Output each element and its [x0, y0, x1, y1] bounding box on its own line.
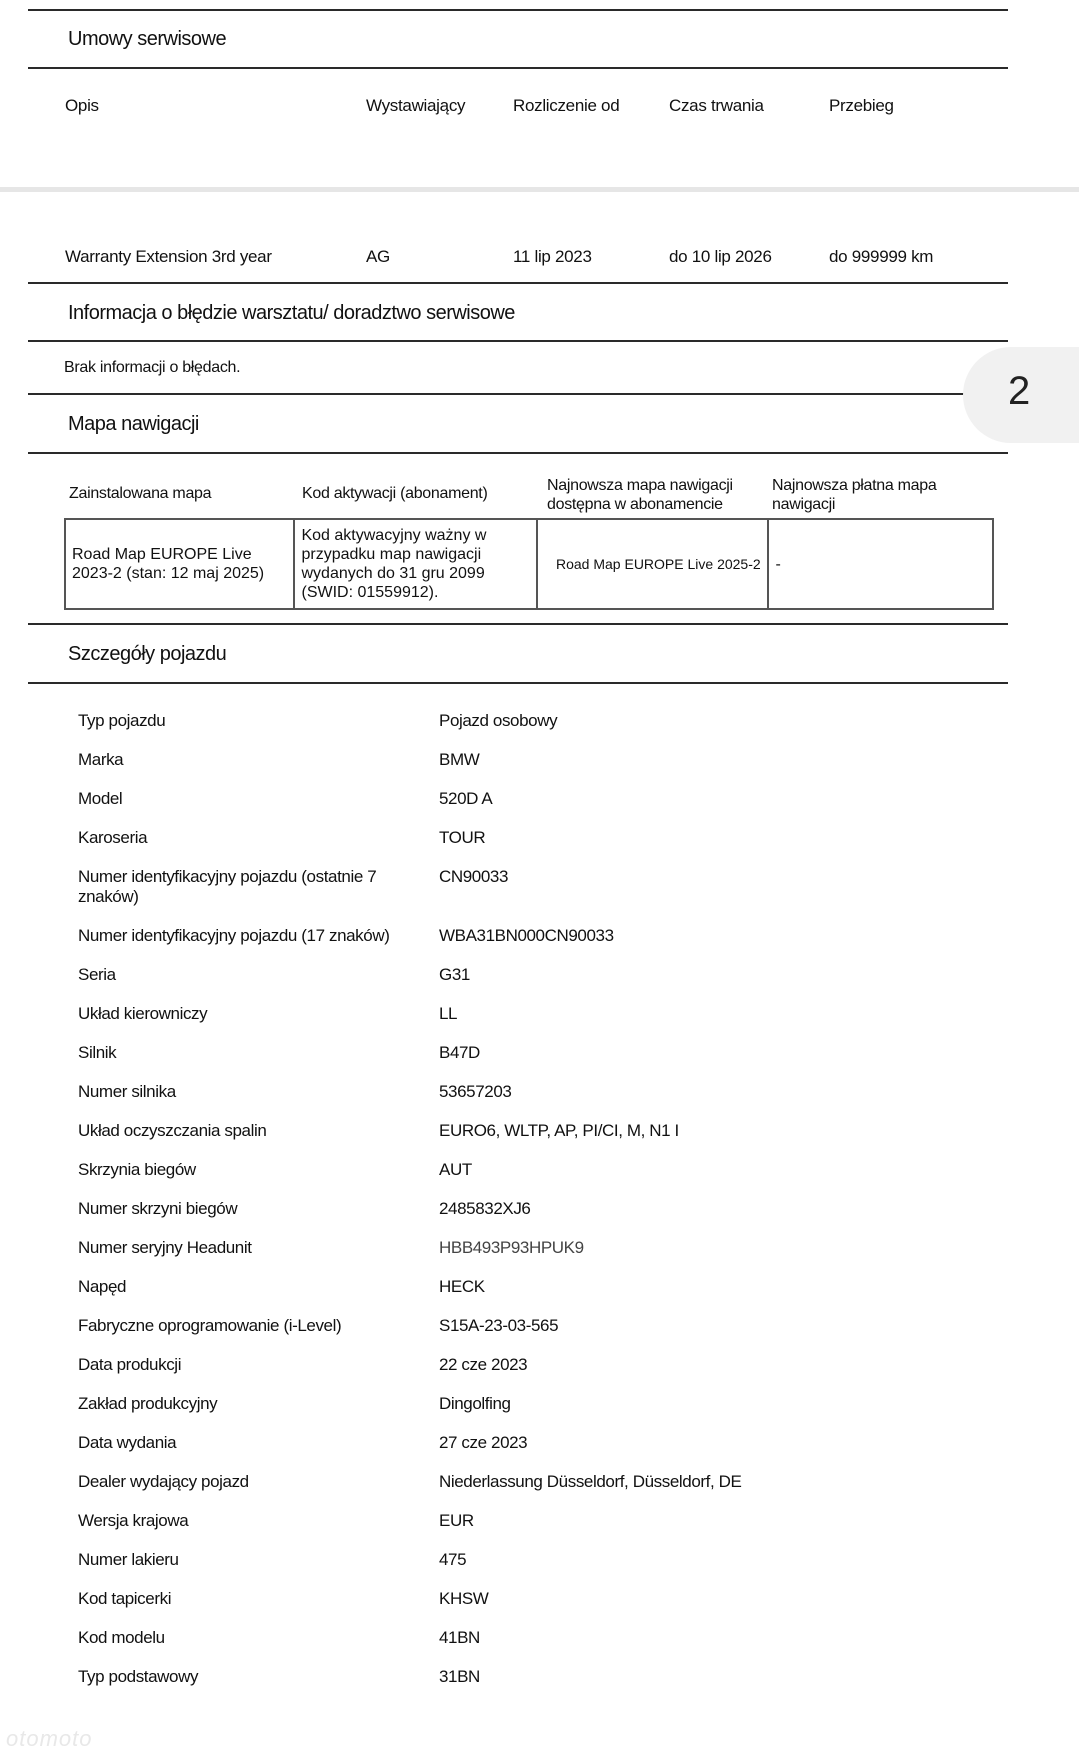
contract-description: Warranty Extension 3rd year — [65, 247, 272, 266]
vehicle-label: Seria — [78, 965, 116, 984]
nav-map-top-divider — [28, 393, 964, 395]
header-rozliczenie-od: Rozliczenie od — [513, 96, 620, 115]
vehicle-label: Numer seryjny Headunit — [78, 1238, 252, 1257]
vehicle-label: Numer silnika — [78, 1082, 176, 1101]
vehicle-divider — [28, 682, 1008, 684]
vehicle-label: Numer identyfikacyjny pojazdu (ostatnie 7 znaków) — [78, 867, 377, 906]
vehicle-label: Numer lakieru — [78, 1550, 179, 1569]
vehicle-value: WBA31BN000CN90033 — [439, 926, 614, 945]
vehicle-label: Dealer wydający pojazd — [78, 1472, 249, 1491]
service-contracts-title: Umowy serwisowe — [68, 28, 227, 50]
nav-header-latest-subscription: Najnowsza mapa nawigacji dostępna w abonamencie — [547, 477, 733, 513]
vehicle-top-divider — [28, 623, 1008, 625]
nav-header-latest-paid: Najnowsza płatna mapa nawigacji — [772, 477, 937, 513]
nav-installed-map: Road Map EUROPE Live 2023-2 (stan: 12 maj 2025) — [65, 519, 294, 609]
vehicle-value: 520D A — [439, 789, 493, 808]
nav-map-divider — [28, 452, 1008, 454]
vehicle-label: Zakład produkcyjny — [78, 1394, 218, 1413]
error-info-text: Brak informacji o błędach. — [64, 359, 241, 376]
header-czas-trwania: Czas trwania — [669, 96, 764, 115]
watermark-logo: otomoto — [6, 1726, 93, 1751]
page-number: 2 — [1008, 369, 1031, 413]
contract-issuer: AG — [366, 247, 390, 266]
vehicle-value: Pojazd osobowy — [439, 711, 558, 730]
nav-map-table — [64, 518, 994, 610]
vehicle-value: HBB493P93HPUK9 — [439, 1238, 584, 1257]
vehicle-value: 27 cze 2023 — [439, 1433, 528, 1452]
vehicle-value: AUT — [439, 1160, 472, 1179]
vehicle-details-title: Szczegóły pojazdu — [68, 643, 227, 665]
error-info-divider — [28, 340, 1008, 342]
vehicle-value: EURO6, WLTP, AP, PI/CI, M, N1 I — [439, 1121, 679, 1140]
vehicle-label: Marka — [78, 750, 124, 769]
vehicle-value: Dingolfing — [439, 1394, 511, 1413]
vehicle-value: 53657203 — [439, 1082, 512, 1101]
vehicle-label: Napęd — [78, 1277, 127, 1296]
nav-activation-code: Kod aktywacyjny ważny w przypadku map nawigacji wydanych do 31 gru 2099 (SWID: 01559912). — [294, 519, 537, 609]
vehicle-value: EUR — [439, 1511, 474, 1530]
contract-mileage: do 999999 km — [829, 247, 934, 266]
error-info-top-divider — [28, 282, 1008, 284]
vehicle-label: Karoseria — [78, 828, 148, 847]
nav-map-row — [65, 519, 993, 609]
vehicle-label: Data produkcji — [78, 1355, 182, 1374]
vehicle-value: KHSW — [439, 1589, 489, 1608]
vehicle-label: Typ pojazdu — [78, 711, 166, 730]
vehicle-label: Kod modelu — [78, 1628, 165, 1647]
vehicle-value: LL — [439, 1004, 458, 1023]
vehicle-label: Numer skrzyni biegów — [78, 1199, 238, 1218]
vehicle-label: Układ oczyszczania spalin — [78, 1121, 267, 1140]
vehicle-label: Fabryczne oprogramowanie (i-Level) — [78, 1316, 342, 1335]
nav-latest-subscription-map: Road Map EUROPE Live 2025-2 — [537, 519, 768, 609]
vehicle-label: Model — [78, 789, 123, 808]
page-break-band — [0, 187, 1079, 192]
top-divider — [28, 9, 1008, 11]
vehicle-label: Skrzynia biegów — [78, 1160, 196, 1179]
vehicle-value: B47D — [439, 1043, 480, 1062]
vehicle-value: 41BN — [439, 1628, 480, 1647]
vehicle-value: CN90033 — [439, 867, 509, 886]
nav-header-activation: Kod aktywacji (abonament) — [302, 485, 488, 502]
vehicle-value: Niederlassung Düsseldorf, Düsseldorf, DE — [439, 1472, 742, 1491]
vehicle-label: Kod tapicerki — [78, 1589, 172, 1608]
vehicle-label: Typ podstawowy — [78, 1667, 199, 1686]
vehicle-label: Silnik — [78, 1043, 117, 1062]
nav-header-installed: Zainstalowana mapa — [69, 485, 212, 502]
vehicle-value: 475 — [439, 1550, 467, 1569]
vehicle-value: BMW — [439, 750, 480, 769]
vehicle-value: G31 — [439, 965, 470, 984]
vehicle-value: HECK — [439, 1277, 485, 1296]
nav-latest-paid-map: - — [768, 519, 993, 609]
vehicle-value: 22 cze 2023 — [439, 1355, 528, 1374]
vehicle-value: 31BN — [439, 1667, 480, 1686]
vehicle-value: TOUR — [439, 828, 486, 847]
header-opis: Opis — [65, 96, 99, 115]
vehicle-value: 2485832XJ6 — [439, 1199, 531, 1218]
vehicle-label: Wersja krajowa — [78, 1511, 189, 1530]
vehicle-label: Numer identyfikacyjny pojazdu (17 znaków) — [78, 926, 390, 945]
page-number-badge — [963, 347, 1079, 443]
header-wystawiajacy: Wystawiający — [366, 96, 466, 115]
contract-duration: do 10 lip 2026 — [669, 247, 772, 266]
contract-billing-from: 11 lip 2023 — [513, 247, 592, 266]
error-info-title: Informacja o błędzie warsztatu/ doradztwo serwisowe — [68, 302, 515, 324]
vehicle-label: Układ kierowniczy — [78, 1004, 208, 1023]
service-contracts-divider — [28, 67, 1008, 69]
nav-map-title: Mapa nawigacji — [68, 413, 199, 435]
vehicle-value: S15A-23-03-565 — [439, 1316, 559, 1335]
vehicle-label: Data wydania — [78, 1433, 177, 1452]
header-przebieg: Przebieg — [829, 96, 894, 115]
